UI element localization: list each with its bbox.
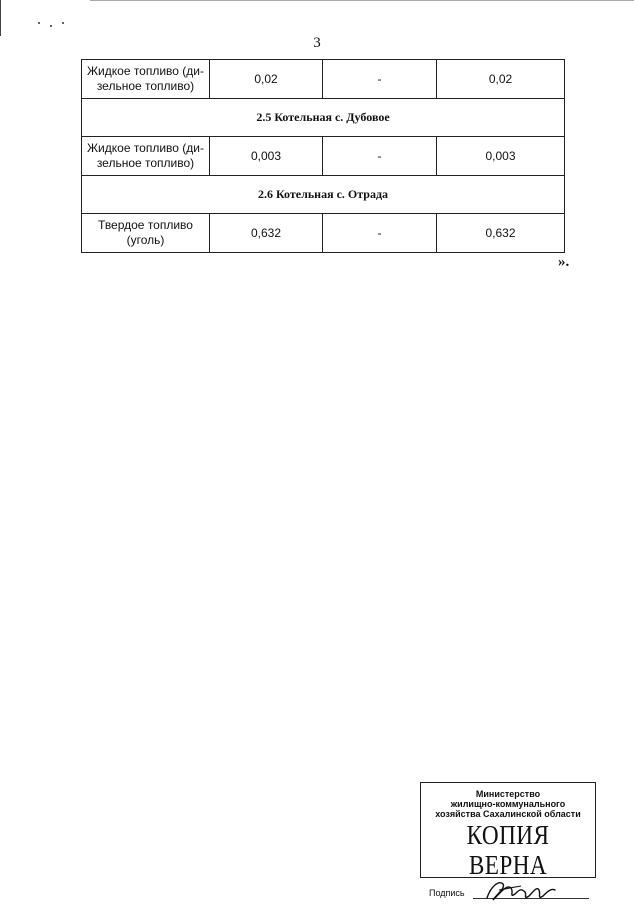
value-cell: 0,003 (210, 137, 323, 176)
value-cell: 0,02 (437, 60, 565, 99)
fuel-type-line: Жидкое топливо (ди- (86, 64, 205, 78)
stamp-ministry-line: хозяйства Сахалинской области (435, 809, 581, 819)
scan-top-line (90, 0, 634, 1)
value-cell: 0,003 (437, 137, 565, 176)
section-title: 2.5 Котельная с. Дубовое (82, 99, 565, 137)
value-cell: 0,02 (210, 60, 323, 99)
closing-quote: ». (558, 254, 570, 270)
fuel-type-line: Твердое топливо (98, 218, 193, 232)
fuel-type-cell (82, 137, 210, 176)
value-cell: 0,632 (210, 214, 323, 253)
value-cell: 0,632 (437, 214, 565, 253)
value-cell: - (323, 137, 437, 176)
scan-speck (38, 22, 40, 24)
value-cell: - (323, 60, 437, 99)
table-row (82, 60, 565, 99)
stamp-signature-row (421, 880, 595, 902)
signature-label: Подпись (429, 888, 465, 898)
fuel-type-line: зельное топливо) (96, 156, 195, 170)
fuel-type-line: зельное топливо) (96, 79, 195, 93)
stamp-headline: КОПИЯ ВЕРНА (466, 820, 550, 880)
fuel-reserve-table (81, 59, 565, 253)
value-cell: - (323, 214, 437, 253)
fuel-type-line: (уголь) (126, 233, 165, 247)
stamp-ministry-line: Министерство (475, 789, 541, 799)
section-row (82, 176, 565, 214)
scan-speck (62, 22, 64, 24)
handwritten-signature (481, 878, 571, 904)
table-row (82, 137, 565, 176)
scan-edge-line (0, 0, 1, 36)
fuel-type-cell (82, 60, 210, 99)
table-row (82, 214, 565, 253)
copy-certified-stamp (420, 782, 596, 898)
fuel-type-cell (82, 214, 210, 253)
stamp-ministry-line: жилищно-коммунального (450, 799, 566, 809)
fuel-type-line: Жидкое топливо (ди- (86, 141, 205, 155)
section-title: 2.6 Котельная с. Отрада (82, 176, 565, 214)
section-row (82, 99, 565, 137)
scan-speck (50, 25, 52, 27)
page-number: 3 (313, 35, 321, 51)
